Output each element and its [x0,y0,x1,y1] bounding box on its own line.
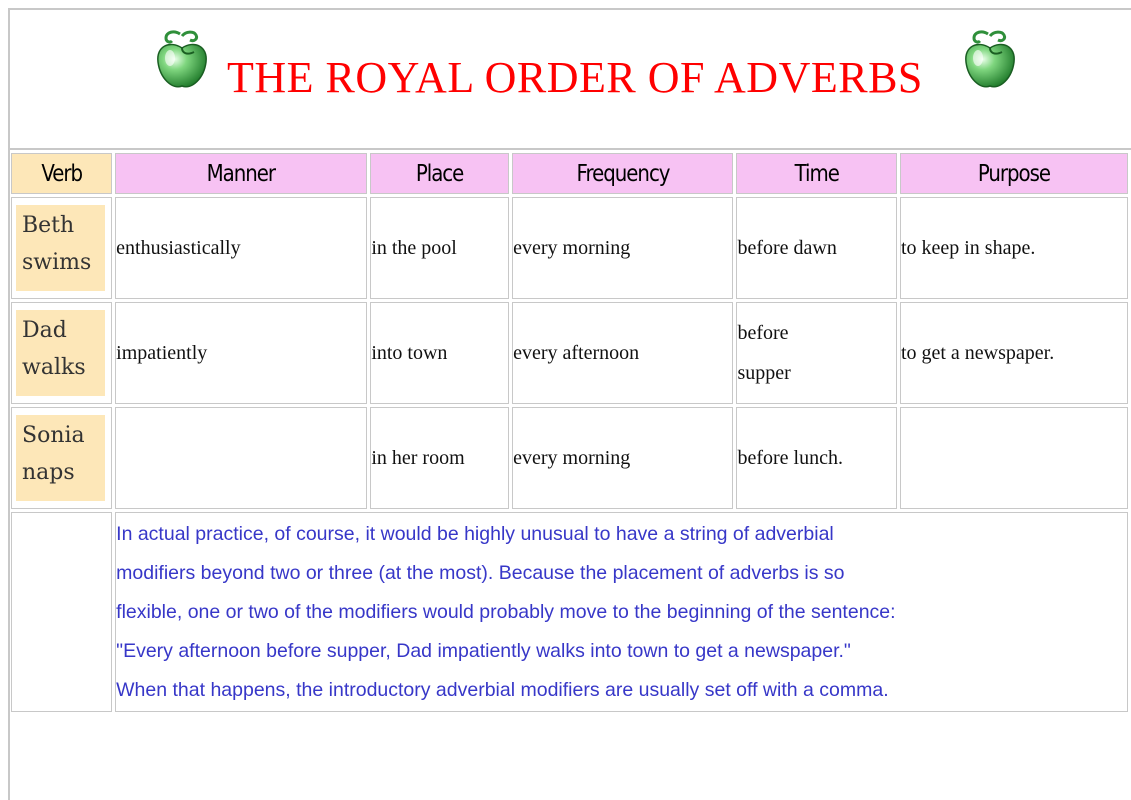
manner-cell [115,407,367,509]
table-row [11,407,1128,509]
note-line: flexible, one or two of the modifiers would probably move to the beginning of the sentence: [116,600,896,623]
table-header-row [11,153,1128,194]
header-verb: Verb [11,153,112,194]
note-line: When that happens, the introductory adverbial modifiers are usually set off with a comma. [116,678,889,701]
verb-cell [11,197,112,299]
place-cell: in her room [370,407,509,509]
note-line: modifiers beyond two or three (at the most). Because the placement of adverbs is so [116,561,845,584]
header-frequency: Frequency [512,153,733,194]
time-cell: before lunch. [736,407,896,509]
title-banner [10,10,1131,150]
verb-label: Dad walks [16,310,105,396]
note-line: "Every afternoon before supper, Dad impatiently walks into town to get a newspaper." [116,639,851,662]
note-paragraph [115,512,1128,712]
verb-label: Beth swims [16,205,105,291]
purpose-cell: to keep in shape. [900,197,1128,299]
time-cell: before supper [736,302,896,404]
frequency-cell: every morning [512,197,733,299]
header-purpose: Purpose [900,153,1128,194]
note-spacer-cell [11,512,112,712]
frequency-cell: every afternoon [512,302,733,404]
table-row [11,302,1128,404]
note-line: In actual practice, of course, it would be highly unusual to have a string of adverbial [116,522,834,545]
purpose-cell [900,407,1128,509]
purpose-cell: to get a newspaper. [900,302,1128,404]
verb-cell [11,407,112,509]
page-title: THE ROYAL ORDER OF ADVERBS [227,53,923,102]
verb-label: Sonia naps [16,415,105,501]
adverb-order-table [8,150,1131,715]
apple-leaf-icon [960,30,1020,92]
note-row [11,512,1128,712]
header-time: Time [736,153,896,194]
header-manner: Manner [115,153,367,194]
manner-cell: enthusiastically [115,197,367,299]
place-cell: in the pool [370,197,509,299]
place-cell: into town [370,302,509,404]
header-place: Place [370,153,509,194]
time-cell: before dawn [736,197,896,299]
table-row [11,197,1128,299]
verb-cell [11,302,112,404]
apple-leaf-icon [152,30,212,92]
manner-cell: impatiently [115,302,367,404]
frequency-cell: every morning [512,407,733,509]
